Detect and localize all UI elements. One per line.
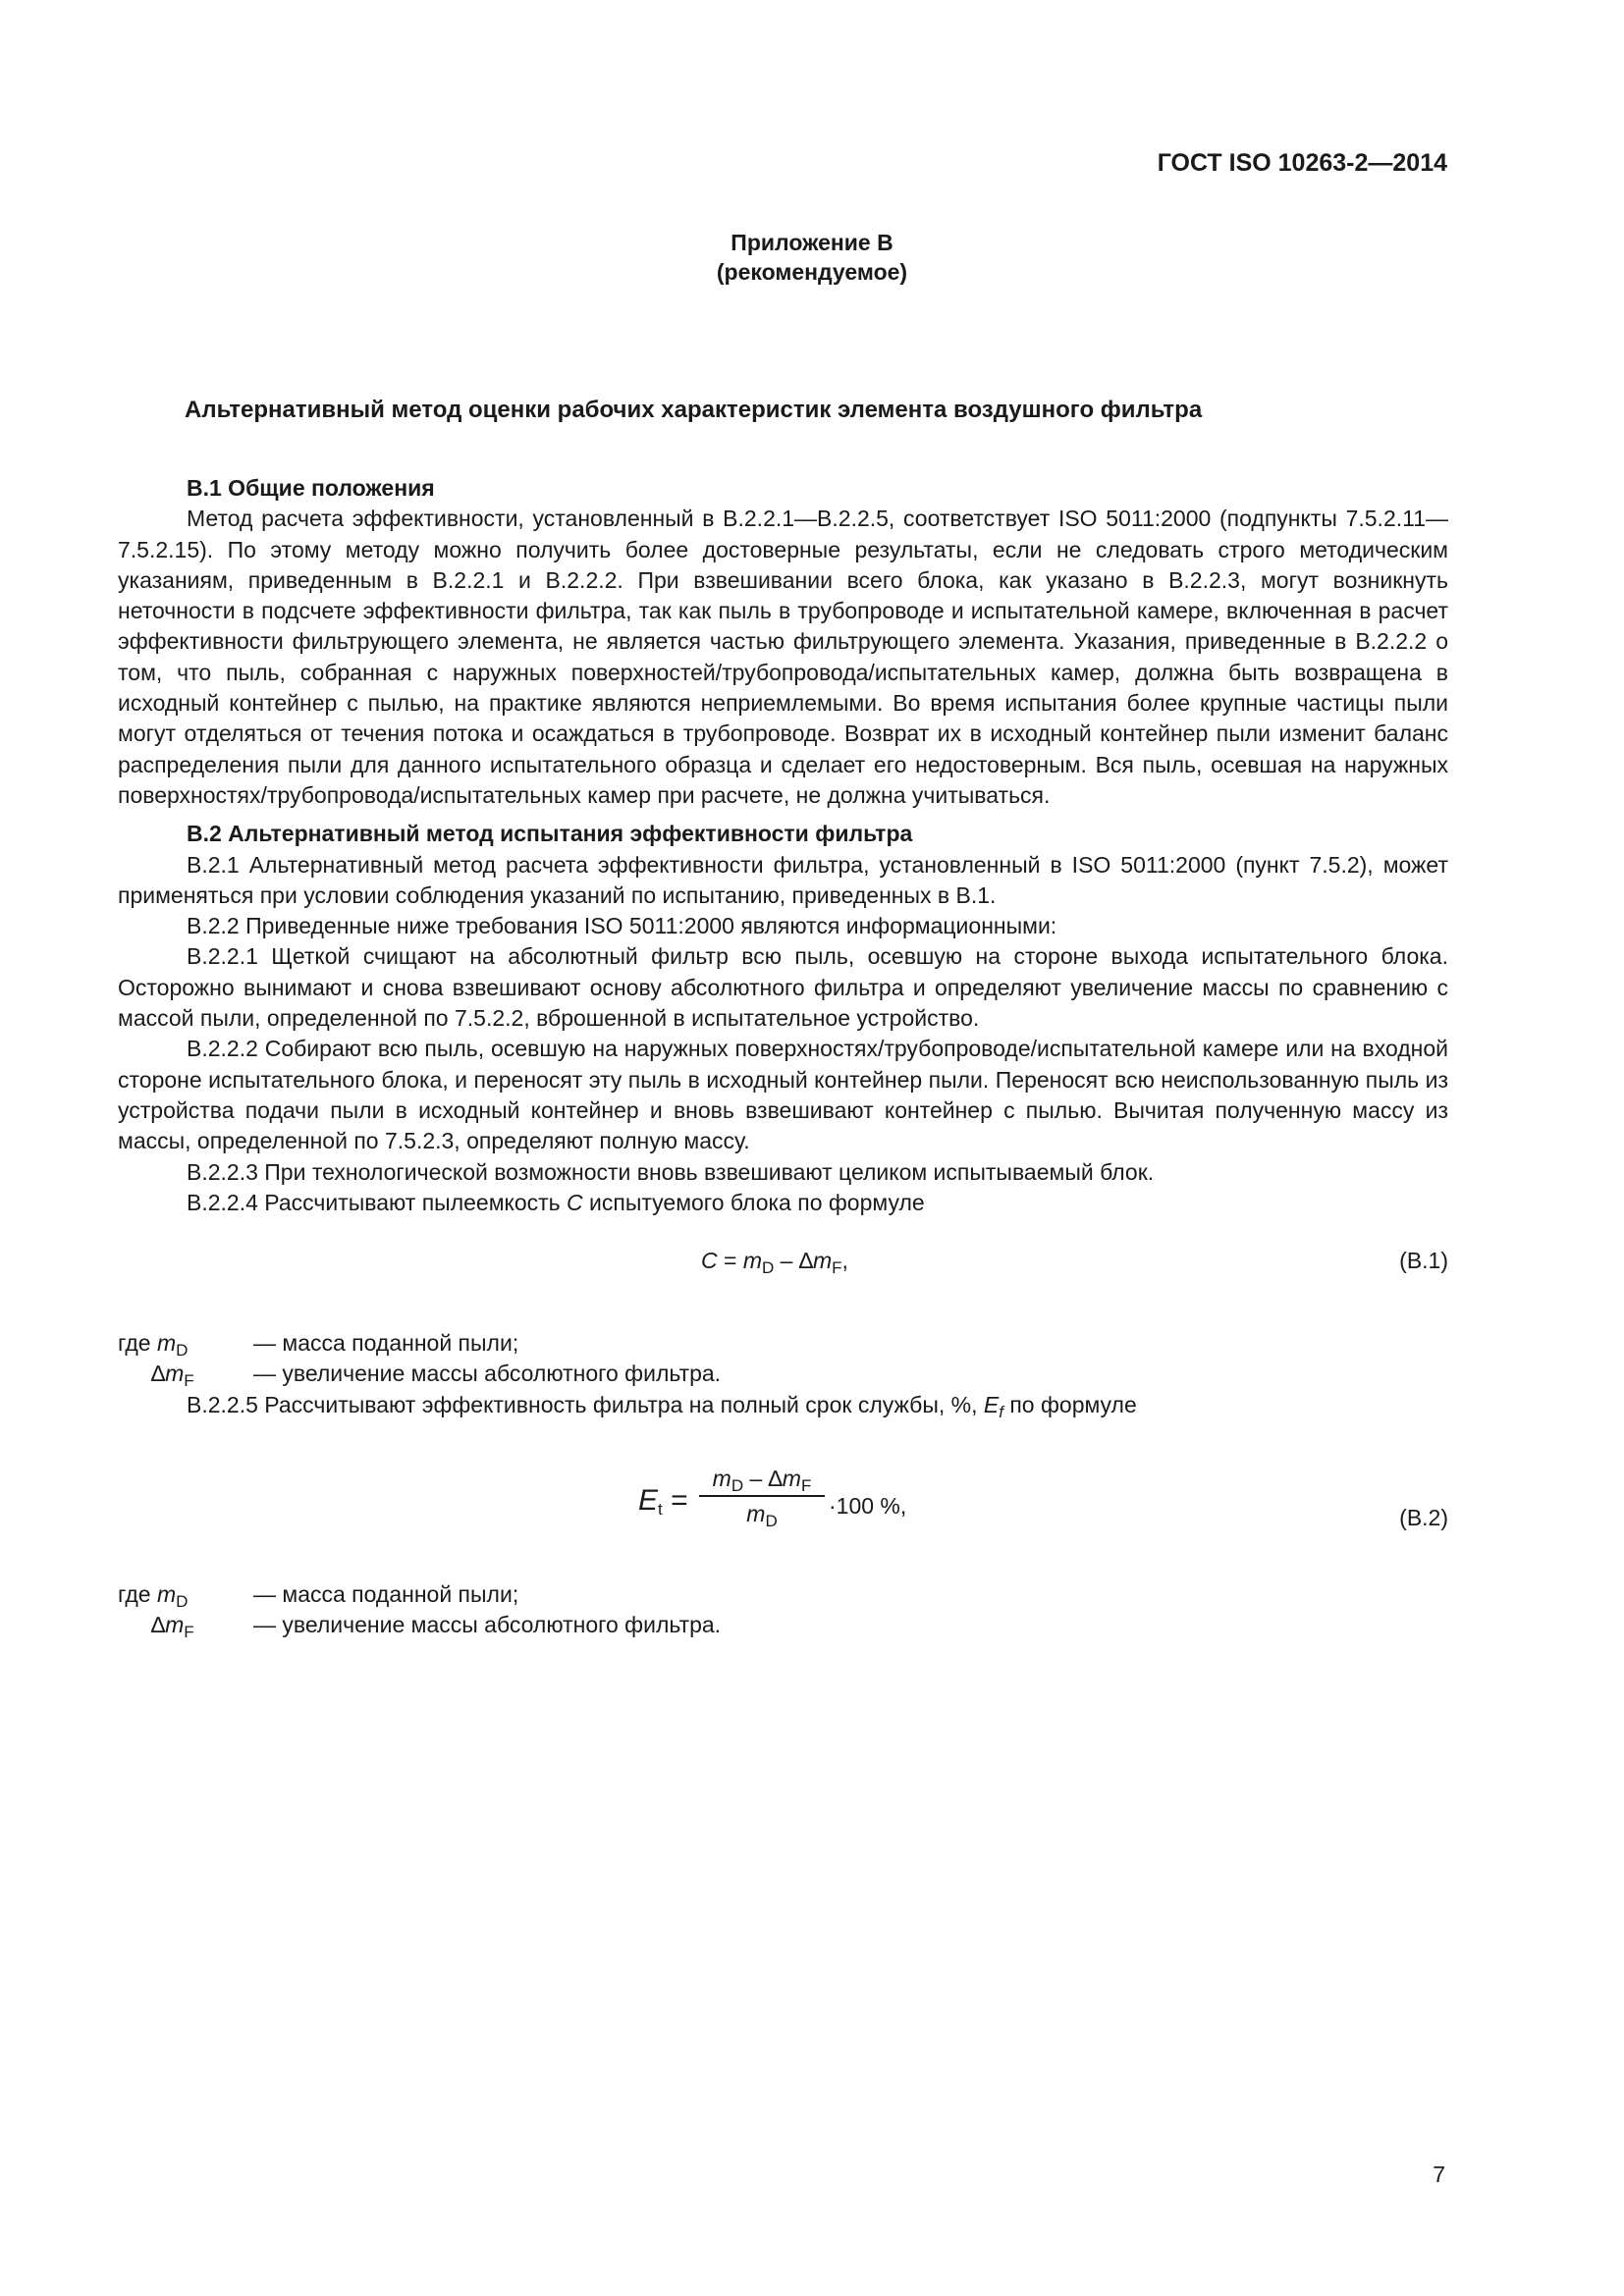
annex-heading xyxy=(0,228,1624,287)
fraction-bar xyxy=(699,1495,825,1497)
paragraph-b22: В.2.2 Приведенные ниже требования ISO 5011:2000 являются информационными: xyxy=(187,913,1057,939)
formula-b1-number: (В.1) xyxy=(1399,1248,1448,1274)
page-number: 7 xyxy=(1433,2162,1445,2187)
formula-b2-lhs: $E_t$ = xyxy=(638,1484,688,1520)
section-b2-heading: В.2 Альтернативный метод испытания эффективности фильтра xyxy=(187,821,913,847)
annex-label: Приложение В xyxy=(731,230,893,255)
formula-b2-number: (В.2) xyxy=(1399,1505,1448,1531)
formula-b1 xyxy=(118,1238,1448,1299)
legend-row: где $m_D$ — масса поданной пыли; xyxy=(118,1330,519,1361)
annex-title: Альтернативный метод оценки рабочих характеристик элемента воздушного фильтра xyxy=(185,397,1203,423)
paragraph-b225: В.2.2.5 Рассчитывают эффективность фильтра на полный срок службы, %, $E_f$ по формуле xyxy=(187,1391,1137,1421)
legend-row: $\Delta m_F$ — увеличение массы абсолютного фильтра. xyxy=(151,1361,722,1391)
section-b1-heading: В.1 Общие положения xyxy=(187,475,435,501)
formula-b2-legend xyxy=(118,1579,1448,1641)
legend-row: $\Delta m_F$ — увеличение массы абсолютного фильтра. xyxy=(151,1612,722,1642)
document-body xyxy=(118,473,1448,1641)
fraction-numerator: $m_D - \Delta m_F$ xyxy=(712,1466,812,1496)
section-b1-text: Метод расчета эффективности, установленный в В.2.2.1—В.2.2.5, соответствует ISO 5011:2000 (подпункты 7.5.2.11—7.5.2.15). По этому методу можно получить более достоверные результаты, если не следовать строго методическим указаниям, приведенным в В.2.2.1 и В.2.2.2. При взвешивании всего блока, как указано в В.2.2.3, могут возникнуть неточности в подсчете эффективности фильтра, так как пыль в трубопроводе и испытательной камере, включенная в расчет эффективности фильтрующего элемента, не является частью фильтрующего элемента. Указания, приведенные в В.2.2.2 о том, что пыль, собранная с наружных поверхностей/трубопровода/испытательных камер, должна быть возвращена в исходный контейнер с пылью, на практике являются неприемлемыми. Во время испытания более крупные частицы пыли могут отделяться от течения потока и осаждаться в трубопроводе. Возврат их в исходный контейнер пыли изменит баланс распределения пыли для данного испытательного образца и сделает его недостоверным. Вся пыль, осевшая на наружных поверхностях/трубопровода/испытательных камер при расчете, не должна учитываться. xyxy=(118,506,1448,808)
formula-b2-tail: ·100 %, xyxy=(829,1493,907,1520)
document-code: ГОСТ ISO 10263-2—2014 xyxy=(1157,149,1447,177)
legend-row: где $m_D$ — масса поданной пыли; xyxy=(118,1581,519,1612)
paragraph-b223: В.2.2.3 При технологической возможности вновь взвешивают целиком испытываемый блок. xyxy=(187,1158,1155,1185)
paragraph-b21: В.2.1 Альтернативный метод расчета эффективности фильтра, установленный в ISO 5011:2000 (пункт 7.5.2), может применяться при условии соблюдения указаний по испытанию, приведенных в В.1. xyxy=(118,851,1448,908)
formula-b2 xyxy=(118,1452,1448,1550)
fraction-denominator: $m_D$ xyxy=(746,1500,778,1530)
formula-b1-legend xyxy=(118,1328,1448,1390)
formula-b1-expression: $C = m_D - \Delta m_F$, xyxy=(701,1248,848,1278)
formula-b2-fraction xyxy=(699,1464,825,1528)
paragraph-b222: В.2.2.2 Собирают всю пыль, осевшую на наружных поверхностях/трубопроводе/испытательной камере или на входной стороне испытательного блока, и переносят эту пыль в исходный контейнер пыли. Переносят всю неиспользованную пыль из устройства подачи пыли в исходный контейнер и вновь взвешивают контейнер с пылью. Вычитая полученную массу из массы, определенной по 7.5.2.3, определяют полную массу. xyxy=(118,1036,1448,1154)
paragraph-b224: В.2.2.4 Рассчитывают пылеемкость C испытуемого блока по формуле xyxy=(187,1189,925,1215)
annex-status: (рекомендуемое) xyxy=(716,259,908,285)
paragraph-b221: В.2.2.1 Щеткой счищают на абсолютный фильтр всю пыль, осевшую на стороне выхода испытательного блока. Осторожно вынимают и снова взвешивают основу абсолютного фильтра и определяют увеличение массы по сравнению с массой пыли, определенной по 7.5.2.2, вброшенной в испытательное устройство. xyxy=(118,943,1448,1032)
